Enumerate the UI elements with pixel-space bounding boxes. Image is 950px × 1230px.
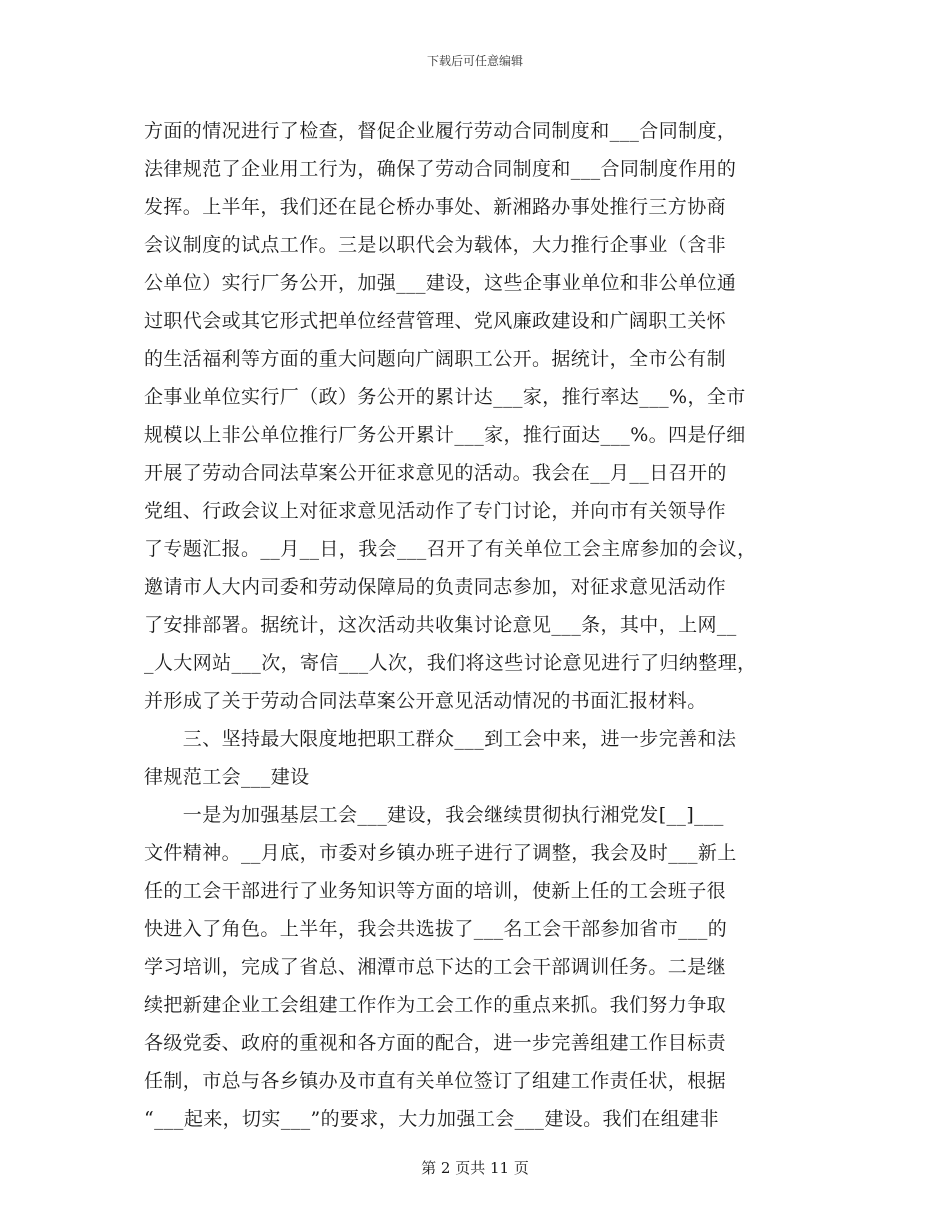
text-line: 规模以上非公单位推行厂务公开累计___家，推行面达___%。四是仔细 <box>144 424 746 446</box>
text-line: “___起来，切实___”的要求，大力加强工会___建设。我们在组建非 <box>144 1108 719 1130</box>
text-line: 学习培训，完成了省总、湘潭市总下达的工会干部调训任务。二是继 <box>144 956 727 978</box>
text-line: 并形成了关于劳动合同法草案公开意见活动情况的书面汇报材料。 <box>144 690 707 712</box>
text-line: _人大网站___次，寄信___人次，我们将这些讨论意见进行了归纳整理， <box>144 652 757 674</box>
text-line: 会议制度的试点工作。三是以职代会为载体，大力推行企事业（含非 <box>144 234 727 256</box>
text-line: 了安排部署。据统计，这次活动共收集讨论意见___条，其中，上网__ <box>144 614 737 636</box>
text-line: 了专题汇报。__月__日，我会___召开了有关单位工会主席参加的会议， <box>144 538 757 560</box>
page-header: 下载后可任意编辑 <box>426 54 523 68</box>
document-body <box>144 112 824 1138</box>
text-line: 的生活福利等方面的重大问题向广阔职工公开。据统计，全市公有制 <box>144 348 727 370</box>
text-line: 方面的情况进行了检查，督促企业履行劳动合同制度和___合同制度， <box>144 120 737 142</box>
text-line: 过职代会或其它形式把单位经营管理、党风廉政建设和广阔职工关怀 <box>144 310 727 332</box>
text-line: 任制，市总与各乡镇办及市直有关单位签订了组建工作责任状，根据 <box>144 1070 727 1092</box>
text-line: 党组、行政会议上对征求意见活动作了专门讨论，并向市有关领导作 <box>144 500 727 522</box>
page-footer: 第 2 页共 11 页 <box>421 1159 529 1177</box>
text-line: 公单位）实行厂务公开，加强___建设，这些企事业单位和非公单位通 <box>144 272 737 294</box>
text-line: 法律规范了企业用工行为，确保了劳动合同制度和___合同制度作用的 <box>144 158 737 180</box>
text-line: 企事业单位实行厂（政）务公开的累计达___家，推行率达___%，全市 <box>144 386 746 408</box>
section-heading-line: 律规范工会___建设 <box>144 766 310 788</box>
text-line: 文件精神。__月底，市委对乡镇办班子进行了调整，我会及时___新上 <box>144 842 737 864</box>
section-heading-line: 三、坚持最大限度地把职工群众___到工会中来，进一步完善和法 <box>144 728 737 750</box>
text-line: 各级党委、政府的重视和各方面的配合，进一步完善组建工作目标责 <box>144 1032 727 1054</box>
text-line: 邀请市人大内司委和劳动保障局的负责同志参加，对征求意见活动作 <box>144 576 727 598</box>
text-line: 发挥。上半年，我们还在昆仑桥办事处、新湘路办事处推行三方协商 <box>144 196 727 218</box>
text-line: 开展了劳动合同法草案公开征求意见的活动。我会在__月__日召开的 <box>144 462 727 484</box>
text-line: 续把新建企业工会组建工作作为工会工作的重点来抓。我们努力争取 <box>144 994 727 1016</box>
text-line: 一是为加强基层工会___建设，我会继续贯彻执行湘党发[__]___ <box>144 804 724 826</box>
text-line: 快进入了角色。上半年，我会共选拔了___名工会干部参加省市___的 <box>144 918 728 940</box>
text-line: 任的工会干部进行了业务知识等方面的培训，使新上任的工会班子很 <box>144 880 727 902</box>
